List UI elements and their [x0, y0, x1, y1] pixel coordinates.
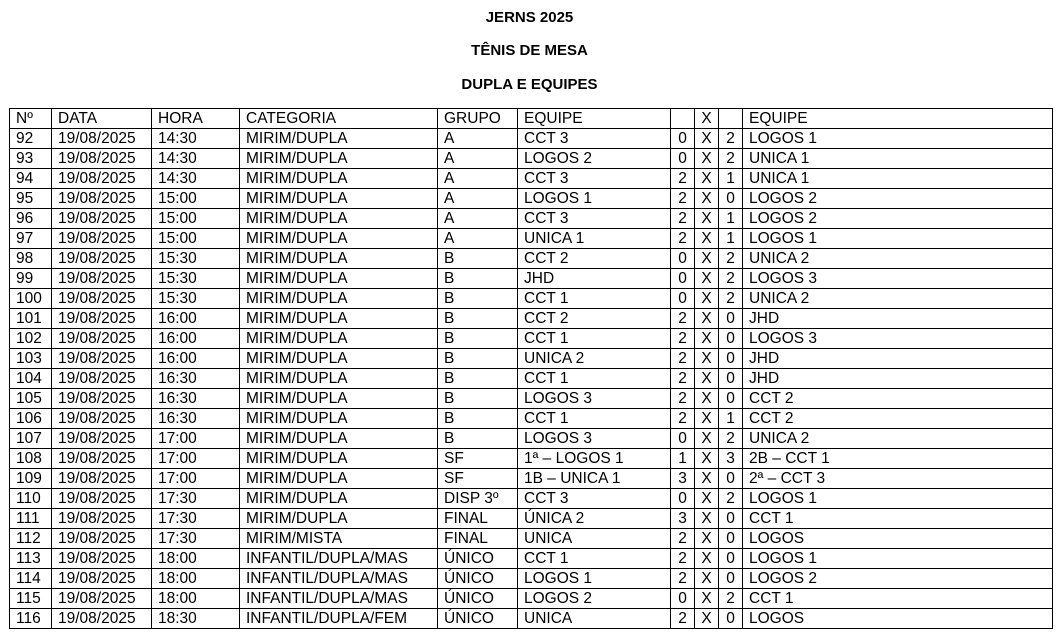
col-header-time: HORA — [152, 109, 240, 129]
cell-match-number: 109 — [10, 469, 52, 489]
table-row — [10, 229, 1053, 249]
cell-team-b: 2B – CCT 1 — [743, 449, 1053, 469]
cell-score-a: 2 — [671, 349, 695, 369]
cell-match-number: 110 — [10, 489, 52, 509]
cell-score-b: 2 — [719, 289, 743, 309]
cell-match-number: 102 — [10, 329, 52, 349]
cell-match-number: 112 — [10, 529, 52, 549]
cell-versus: X — [695, 429, 719, 449]
cell-team-b: LOGOS 3 — [743, 269, 1053, 289]
table-row — [10, 409, 1053, 429]
cell-date: 19/08/2025 — [52, 529, 152, 549]
cell-team-a: LOGOS 2 — [518, 589, 671, 609]
table-row — [10, 569, 1053, 589]
cell-team-a: 1B – UNICA 1 — [518, 469, 671, 489]
cell-team-a: UNICA 2 — [518, 349, 671, 369]
cell-group: SF — [438, 469, 518, 489]
cell-category: MIRIM/DUPLA — [240, 229, 438, 249]
cell-date: 19/08/2025 — [52, 569, 152, 589]
cell-time: 17:00 — [152, 449, 240, 469]
cell-versus: X — [695, 229, 719, 249]
cell-score-b: 0 — [719, 349, 743, 369]
cell-score-a: 2 — [671, 529, 695, 549]
cell-score-b: 2 — [719, 429, 743, 449]
cell-match-number: 101 — [10, 309, 52, 329]
cell-category: MIRIM/DUPLA — [240, 169, 438, 189]
cell-match-number: 94 — [10, 169, 52, 189]
cell-date: 19/08/2025 — [52, 509, 152, 529]
cell-date: 19/08/2025 — [52, 449, 152, 469]
cell-team-b: UNICA 2 — [743, 289, 1053, 309]
cell-category: MIRIM/DUPLA — [240, 249, 438, 269]
cell-group: FINAL — [438, 509, 518, 529]
table-row — [10, 129, 1053, 149]
cell-group: A — [438, 149, 518, 169]
cell-score-a: 2 — [671, 209, 695, 229]
table-header-row — [10, 109, 1053, 129]
cell-score-b: 0 — [719, 549, 743, 569]
cell-match-number: 106 — [10, 409, 52, 429]
cell-match-number: 96 — [10, 209, 52, 229]
cell-score-b: 1 — [719, 409, 743, 429]
cell-score-b: 2 — [719, 589, 743, 609]
cell-versus: X — [695, 529, 719, 549]
cell-match-number: 111 — [10, 509, 52, 529]
cell-team-b: LOGOS 1 — [743, 549, 1053, 569]
cell-group: ÚNICO — [438, 569, 518, 589]
cell-versus: X — [695, 309, 719, 329]
col-header-score-b — [719, 109, 743, 129]
cell-score-a: 2 — [671, 329, 695, 349]
cell-team-a: CCT 1 — [518, 289, 671, 309]
cell-versus: X — [695, 409, 719, 429]
table-body — [10, 129, 1053, 629]
cell-date: 19/08/2025 — [52, 589, 152, 609]
cell-team-b: LOGOS 2 — [743, 189, 1053, 209]
cell-match-number: 98 — [10, 249, 52, 269]
cell-date: 19/08/2025 — [52, 129, 152, 149]
cell-score-b: 0 — [719, 389, 743, 409]
cell-score-b: 0 — [719, 369, 743, 389]
cell-versus: X — [695, 389, 719, 409]
cell-score-b: 2 — [719, 269, 743, 289]
cell-date: 19/08/2025 — [52, 549, 152, 569]
cell-team-b: UNICA 2 — [743, 249, 1053, 269]
cell-match-number: 103 — [10, 349, 52, 369]
cell-category: MIRIM/DUPLA — [240, 489, 438, 509]
cell-category: INFANTIL/DUPLA/MAS — [240, 589, 438, 609]
col-header-date: DATA — [52, 109, 152, 129]
section-title: DUPLA E EQUIPES — [461, 76, 598, 93]
cell-score-b: 0 — [719, 609, 743, 629]
cell-group: B — [438, 349, 518, 369]
cell-group: ÚNICO — [438, 589, 518, 609]
cell-team-b: LOGOS 1 — [743, 489, 1053, 509]
cell-group: B — [438, 329, 518, 349]
cell-team-b: LOGOS 2 — [743, 209, 1053, 229]
cell-team-b: CCT 1 — [743, 509, 1053, 529]
cell-date: 19/08/2025 — [52, 409, 152, 429]
cell-group: A — [438, 189, 518, 209]
cell-group: A — [438, 209, 518, 229]
cell-team-a: CCT 3 — [518, 489, 671, 509]
cell-category: MIRIM/MISTA — [240, 529, 438, 549]
cell-group: A — [438, 169, 518, 189]
cell-versus: X — [695, 289, 719, 309]
cell-score-b: 3 — [719, 449, 743, 469]
table-row — [10, 289, 1053, 309]
cell-time: 17:30 — [152, 509, 240, 529]
cell-date: 19/08/2025 — [52, 189, 152, 209]
cell-team-b: JHD — [743, 309, 1053, 329]
cell-team-a: UNICA — [518, 609, 671, 629]
cell-time: 18:00 — [152, 589, 240, 609]
cell-team-b: UNICA 1 — [743, 169, 1053, 189]
table-row — [10, 549, 1053, 569]
cell-team-a: JHD — [518, 269, 671, 289]
table-row — [10, 249, 1053, 269]
cell-category: MIRIM/DUPLA — [240, 329, 438, 349]
cell-score-b: 2 — [719, 149, 743, 169]
table-row — [10, 429, 1053, 449]
cell-category: MIRIM/DUPLA — [240, 149, 438, 169]
cell-category: MIRIM/DUPLA — [240, 309, 438, 329]
cell-match-number: 114 — [10, 569, 52, 589]
cell-team-b: CCT 1 — [743, 589, 1053, 609]
cell-score-a: 2 — [671, 229, 695, 249]
cell-category: MIRIM/DUPLA — [240, 289, 438, 309]
cell-time: 18:00 — [152, 569, 240, 589]
cell-match-number: 108 — [10, 449, 52, 469]
cell-category: MIRIM/DUPLA — [240, 189, 438, 209]
col-header-score-a — [671, 109, 695, 129]
col-header-team-b: EQUIPE — [743, 109, 1053, 129]
table-row — [10, 349, 1053, 369]
col-header-group: GRUPO — [438, 109, 518, 129]
cell-group: B — [438, 369, 518, 389]
cell-versus: X — [695, 209, 719, 229]
cell-group: FINAL — [438, 529, 518, 549]
cell-score-b: 2 — [719, 249, 743, 269]
cell-group: ÚNICO — [438, 609, 518, 629]
cell-team-a: CCT 3 — [518, 129, 671, 149]
cell-versus: X — [695, 189, 719, 209]
cell-versus: X — [695, 349, 719, 369]
cell-date: 19/08/2025 — [52, 209, 152, 229]
cell-score-a: 0 — [671, 249, 695, 269]
cell-group: ÚNICO — [438, 549, 518, 569]
cell-score-a: 2 — [671, 189, 695, 209]
cell-versus: X — [695, 329, 719, 349]
cell-team-b: LOGOS 2 — [743, 569, 1053, 589]
cell-category: MIRIM/DUPLA — [240, 389, 438, 409]
col-header-team-a: EQUIPE — [518, 109, 671, 129]
cell-time: 17:00 — [152, 469, 240, 489]
col-header-versus: X — [695, 109, 719, 129]
cell-team-b: CCT 2 — [743, 389, 1053, 409]
cell-score-b: 2 — [719, 129, 743, 149]
cell-team-a: CCT 1 — [518, 549, 671, 569]
table-row — [10, 309, 1053, 329]
cell-team-a: CCT 1 — [518, 329, 671, 349]
cell-category: INFANTIL/DUPLA/FEM — [240, 609, 438, 629]
table-row — [10, 269, 1053, 289]
cell-date: 19/08/2025 — [52, 369, 152, 389]
cell-time: 15:00 — [152, 189, 240, 209]
cell-team-a: CCT 1 — [518, 409, 671, 429]
cell-team-b: LOGOS — [743, 529, 1053, 549]
cell-team-a: 1ª – LOGOS 1 — [518, 449, 671, 469]
cell-time: 15:30 — [152, 269, 240, 289]
cell-team-b: CCT 2 — [743, 409, 1053, 429]
cell-team-a: CCT 3 — [518, 169, 671, 189]
table-row — [10, 189, 1053, 209]
cell-score-a: 2 — [671, 369, 695, 389]
cell-date: 19/08/2025 — [52, 229, 152, 249]
cell-time: 14:30 — [152, 129, 240, 149]
cell-group: B — [438, 309, 518, 329]
cell-team-b: JHD — [743, 349, 1053, 369]
cell-match-number: 93 — [10, 149, 52, 169]
cell-time: 16:30 — [152, 389, 240, 409]
table-row — [10, 509, 1053, 529]
cell-group: B — [438, 269, 518, 289]
cell-versus: X — [695, 249, 719, 269]
cell-time: 16:00 — [152, 329, 240, 349]
cell-team-b: LOGOS — [743, 609, 1053, 629]
table-row — [10, 449, 1053, 469]
cell-match-number: 92 — [10, 129, 52, 149]
schedule-table — [9, 108, 1053, 629]
cell-time: 15:30 — [152, 249, 240, 269]
cell-score-a: 0 — [671, 589, 695, 609]
document-subtitle: TÊNIS DE MESA — [471, 42, 588, 59]
cell-team-b: 2ª – CCT 3 — [743, 469, 1053, 489]
cell-score-a: 2 — [671, 389, 695, 409]
cell-match-number: 95 — [10, 189, 52, 209]
cell-group: DISP 3º — [438, 489, 518, 509]
cell-score-b: 0 — [719, 509, 743, 529]
cell-category: MIRIM/DUPLA — [240, 269, 438, 289]
cell-time: 15:00 — [152, 229, 240, 249]
cell-versus: X — [695, 269, 719, 289]
table-row — [10, 469, 1053, 489]
table-row — [10, 209, 1053, 229]
cell-versus: X — [695, 369, 719, 389]
cell-score-a: 0 — [671, 429, 695, 449]
col-header-category: CATEGORIA — [240, 109, 438, 129]
cell-score-a: 1 — [671, 449, 695, 469]
cell-score-b: 0 — [719, 469, 743, 489]
cell-category: MIRIM/DUPLA — [240, 409, 438, 429]
cell-category: MIRIM/DUPLA — [240, 209, 438, 229]
cell-score-a: 0 — [671, 129, 695, 149]
cell-team-b: JHD — [743, 369, 1053, 389]
cell-group: A — [438, 229, 518, 249]
cell-time: 16:30 — [152, 409, 240, 429]
cell-category: MIRIM/DUPLA — [240, 349, 438, 369]
cell-category: MIRIM/DUPLA — [240, 429, 438, 449]
cell-versus: X — [695, 489, 719, 509]
cell-team-a: LOGOS 1 — [518, 189, 671, 209]
cell-score-b: 1 — [719, 229, 743, 249]
cell-score-b: 0 — [719, 309, 743, 329]
cell-match-number: 104 — [10, 369, 52, 389]
table-row — [10, 369, 1053, 389]
cell-team-a: CCT 2 — [518, 249, 671, 269]
cell-group: B — [438, 429, 518, 449]
cell-versus: X — [695, 469, 719, 489]
cell-match-number: 99 — [10, 269, 52, 289]
cell-date: 19/08/2025 — [52, 249, 152, 269]
cell-date: 19/08/2025 — [52, 469, 152, 489]
cell-match-number: 113 — [10, 549, 52, 569]
table-row — [10, 149, 1053, 169]
cell-score-b: 1 — [719, 209, 743, 229]
cell-match-number: 97 — [10, 229, 52, 249]
cell-time: 16:00 — [152, 309, 240, 329]
cell-category: MIRIM/DUPLA — [240, 469, 438, 489]
cell-versus: X — [695, 449, 719, 469]
cell-score-a: 2 — [671, 169, 695, 189]
cell-group: B — [438, 389, 518, 409]
cell-date: 19/08/2025 — [52, 329, 152, 349]
cell-category: MIRIM/DUPLA — [240, 449, 438, 469]
cell-date: 19/08/2025 — [52, 429, 152, 449]
cell-time: 14:30 — [152, 149, 240, 169]
cell-team-b: UNICA 1 — [743, 149, 1053, 169]
cell-versus: X — [695, 509, 719, 529]
cell-date: 19/08/2025 — [52, 289, 152, 309]
cell-date: 19/08/2025 — [52, 269, 152, 289]
cell-score-a: 0 — [671, 269, 695, 289]
cell-team-a: LOGOS 3 — [518, 389, 671, 409]
cell-score-b: 0 — [719, 569, 743, 589]
cell-match-number: 115 — [10, 589, 52, 609]
cell-time: 17:30 — [152, 529, 240, 549]
cell-match-number: 107 — [10, 429, 52, 449]
cell-time: 14:30 — [152, 169, 240, 189]
cell-date: 19/08/2025 — [52, 349, 152, 369]
cell-category: INFANTIL/DUPLA/MAS — [240, 549, 438, 569]
cell-match-number: 100 — [10, 289, 52, 309]
cell-team-a: LOGOS 2 — [518, 149, 671, 169]
cell-time: 15:00 — [152, 209, 240, 229]
table-row — [10, 609, 1053, 629]
cell-date: 19/08/2025 — [52, 309, 152, 329]
cell-group: B — [438, 249, 518, 269]
cell-versus: X — [695, 589, 719, 609]
cell-date: 19/08/2025 — [52, 489, 152, 509]
table-row — [10, 389, 1053, 409]
cell-score-b: 0 — [719, 189, 743, 209]
cell-date: 19/08/2025 — [52, 389, 152, 409]
cell-time: 17:00 — [152, 429, 240, 449]
cell-team-a: CCT 3 — [518, 209, 671, 229]
cell-team-b: LOGOS 1 — [743, 229, 1053, 249]
cell-date: 19/08/2025 — [52, 609, 152, 629]
cell-category: MIRIM/DUPLA — [240, 129, 438, 149]
cell-category: MIRIM/DUPLA — [240, 509, 438, 529]
cell-team-a: CCT 2 — [518, 309, 671, 329]
cell-score-b: 1 — [719, 169, 743, 189]
cell-score-b: 2 — [719, 489, 743, 509]
cell-category: INFANTIL/DUPLA/MAS — [240, 569, 438, 589]
table-row — [10, 589, 1053, 609]
cell-versus: X — [695, 149, 719, 169]
cell-score-a: 2 — [671, 409, 695, 429]
cell-match-number: 105 — [10, 389, 52, 409]
cell-time: 16:00 — [152, 349, 240, 369]
cell-team-a: UNICA — [518, 529, 671, 549]
cell-time: 18:30 — [152, 609, 240, 629]
cell-category: MIRIM/DUPLA — [240, 369, 438, 389]
cell-date: 19/08/2025 — [52, 149, 152, 169]
cell-score-a: 0 — [671, 489, 695, 509]
cell-time: 17:30 — [152, 489, 240, 509]
cell-group: A — [438, 129, 518, 149]
cell-versus: X — [695, 569, 719, 589]
table-row — [10, 169, 1053, 189]
cell-score-a: 2 — [671, 309, 695, 329]
cell-team-a: LOGOS 3 — [518, 429, 671, 449]
cell-group: B — [438, 409, 518, 429]
table-row — [10, 329, 1053, 349]
cell-score-b: 0 — [719, 529, 743, 549]
cell-match-number: 116 — [10, 609, 52, 629]
table-row — [10, 489, 1053, 509]
cell-team-a: ÚNICA 2 — [518, 509, 671, 529]
cell-score-a: 2 — [671, 609, 695, 629]
cell-team-a: UNICA 1 — [518, 229, 671, 249]
cell-score-a: 3 — [671, 469, 695, 489]
cell-score-a: 0 — [671, 149, 695, 169]
cell-team-b: LOGOS 3 — [743, 329, 1053, 349]
cell-time: 18:00 — [152, 549, 240, 569]
cell-time: 15:30 — [152, 289, 240, 309]
cell-score-a: 2 — [671, 569, 695, 589]
document-title: JERNS 2025 — [485, 9, 574, 26]
cell-versus: X — [695, 609, 719, 629]
col-header-number: Nº — [10, 109, 52, 129]
cell-team-a: LOGOS 1 — [518, 569, 671, 589]
cell-versus: X — [695, 549, 719, 569]
table-row — [10, 529, 1053, 549]
cell-versus: X — [695, 129, 719, 149]
cell-group: SF — [438, 449, 518, 469]
cell-score-b: 0 — [719, 329, 743, 349]
cell-score-a: 2 — [671, 549, 695, 569]
cell-time: 16:30 — [152, 369, 240, 389]
cell-team-b: UNICA 2 — [743, 429, 1053, 449]
cell-score-a: 0 — [671, 289, 695, 309]
cell-team-b: LOGOS 1 — [743, 129, 1053, 149]
cell-score-a: 3 — [671, 509, 695, 529]
cell-team-a: CCT 1 — [518, 369, 671, 389]
cell-versus: X — [695, 169, 719, 189]
cell-date: 19/08/2025 — [52, 169, 152, 189]
cell-group: B — [438, 289, 518, 309]
